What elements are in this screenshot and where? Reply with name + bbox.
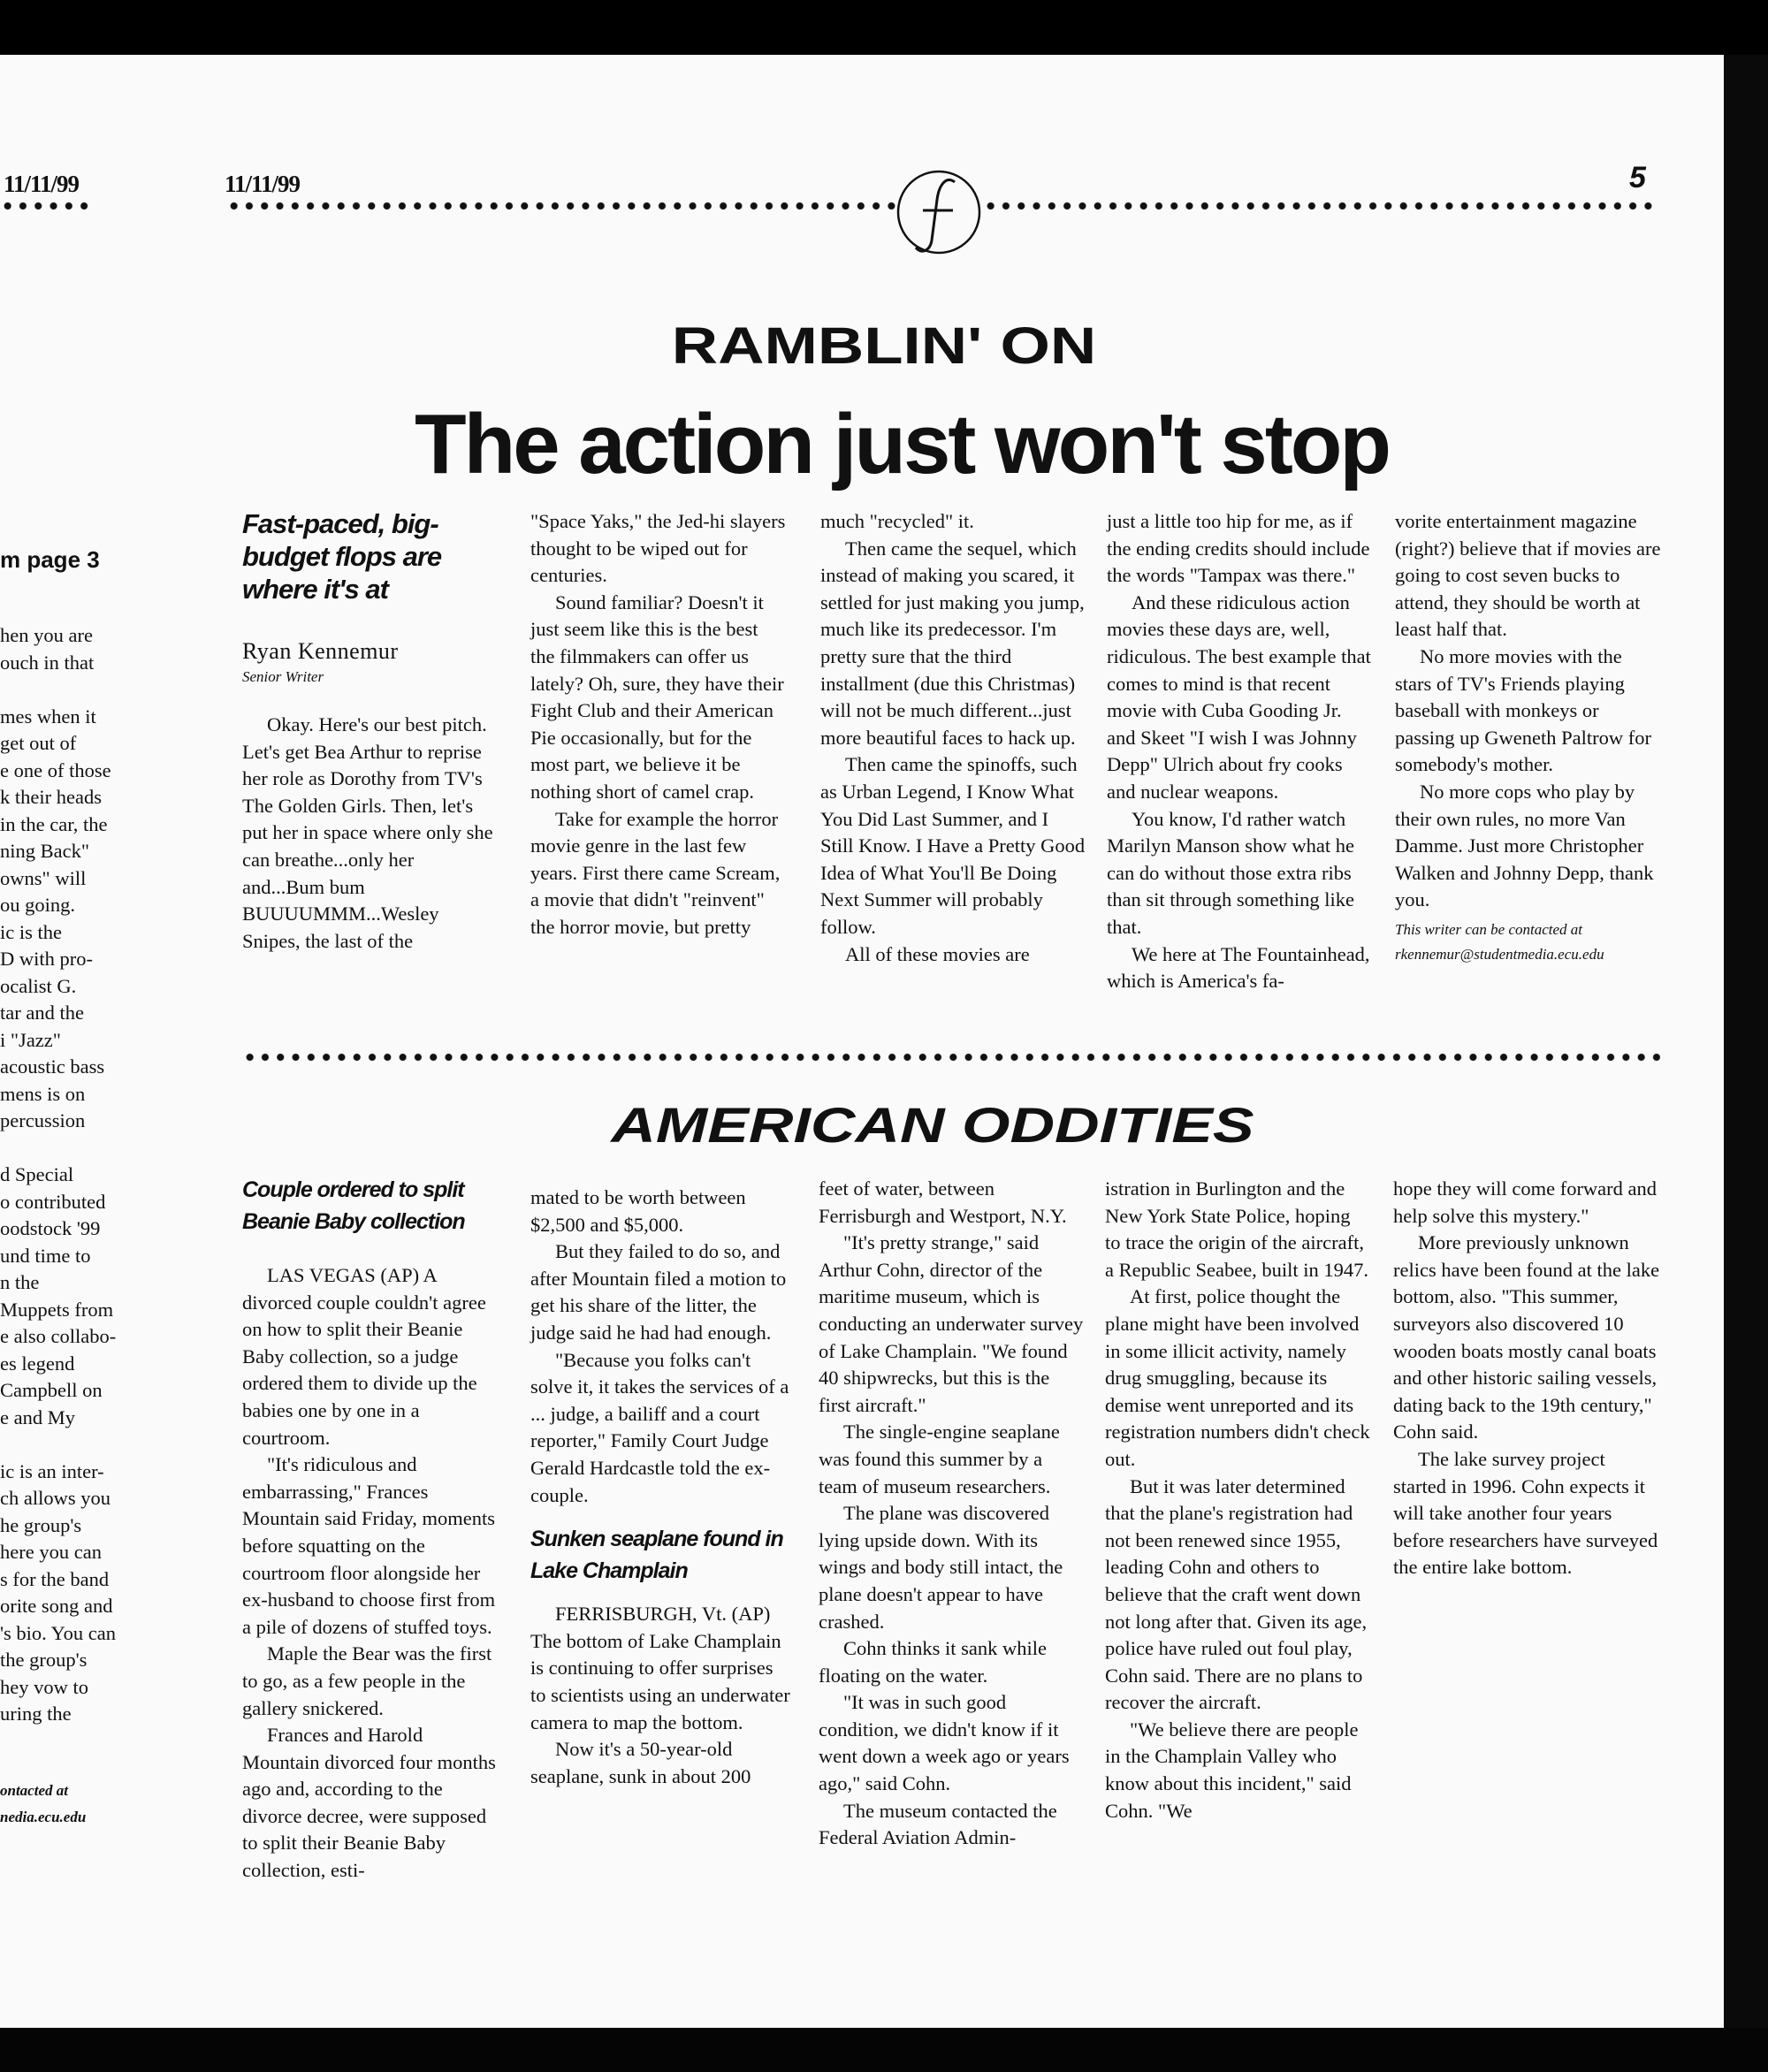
left-page-date: 11/11/99 <box>4 171 80 197</box>
paragraph: mated to be worth between $2,500 and $5,000. <box>530 1186 746 1236</box>
paragraph: Take for example the horror movie genre in the last few years. First there came Scream, a movie that didn't "reinvent" the horror movie, but pretty <box>530 807 781 938</box>
left-page-line: oodstock '99 <box>0 1217 101 1239</box>
paragraph: "It was in such good condition, we didn't know if it went down a week ago or years ago," said Cohn. <box>819 1691 1070 1795</box>
paragraph: "We believe there are people in the Champlain Valley who know about this incident," said Cohn. "We <box>1105 1718 1359 1822</box>
left-page-line: o contributed <box>0 1190 106 1213</box>
paragraph: The plane was discovered lying upside down. With its wings and body still intact, the plane doesn't appear to have crashed. <box>819 1502 1063 1633</box>
paragraph: "Because you folks can't solve it, it takes the services of a ... judge, a bailiff and a court reporter," Family Court Judge Gerald Hardcastle told the ex-couple. <box>530 1348 789 1506</box>
oddities-column-4 <box>1105 1176 1370 1824</box>
ramblin-column-3 <box>820 508 1086 968</box>
left-page-line: in the car, the <box>0 812 108 835</box>
header-dot-rule-right <box>983 202 1657 210</box>
author-contact-2: rkennemur@studentmedia.ecu.edu <box>1395 945 1604 963</box>
left-page-line: d Special <box>0 1163 74 1185</box>
page-number: 5 <box>1629 161 1646 194</box>
left-page-line: mens is on <box>0 1082 86 1105</box>
left-credit-line-2: nedia.ecu.edu <box>0 1809 87 1825</box>
paragraph: just a little too hip for me, as if the ending credits should include the words "Tampax was there." <box>1107 510 1370 587</box>
left-page-line: ic is the <box>0 920 62 943</box>
page-date: 11/11/99 <box>225 171 301 197</box>
left-page-line: i "Jazz" <box>0 1028 61 1051</box>
left-page-line: he group's <box>0 1513 82 1536</box>
paragraph: vorite entertainment magazine (right?) believe that if movies are going to cost seven bucks to attend, they should be worth at least half that. <box>1395 510 1661 641</box>
section-divider-dot-rule <box>242 1053 1660 1062</box>
left-page-line <box>0 1135 116 1162</box>
left-page-line: owns" will <box>0 866 87 889</box>
left-page-line: 's bio. You can <box>0 1621 116 1644</box>
left-page-line: hey vow to <box>0 1675 88 1698</box>
paragraph: More previously unknown relics have been found at the lake bottom, also. "This summer, surveyors also discovered 10 wooden boats mostly canal boats and other historic sailing vessels, dating back to the 19th century," Cohn said. <box>1393 1231 1660 1444</box>
left-dot-rule <box>0 202 88 210</box>
paragraph: Then came the spinoffs, such as Urban Legend, I Know What You Did Last Summer, and I Still Know. I Have a Pretty Good Idea of What You'll Be Doing Next Summer will probably follow. <box>820 753 1086 938</box>
left-page-line: mes when it <box>0 705 96 727</box>
left-page-line: Campbell on <box>0 1379 103 1401</box>
left-page-line: ch allows you <box>0 1487 110 1509</box>
left-page-line: D with pro- <box>0 948 93 970</box>
left-page-line <box>0 1431 116 1459</box>
paragraph: All of these movies are <box>845 942 1030 965</box>
paragraph: But it was later determined that the plane's registration had not been renewed since 1955, leading Cohn and others to believe that the craft went down not long after that. Given its age, police have ruled out foul play, Cohn said. There are no plans to recover the aircraft. <box>1105 1474 1368 1714</box>
paragraph: No more cops who play by their own rules, no more Van Damme. Just more Christopher Walken and Johnny Depp, thank you. <box>1395 780 1654 911</box>
paragraph: much "recycled" it. <box>820 510 974 532</box>
ramblin-column-1 <box>242 712 493 955</box>
paragraph: The single-engine seaplane was found this summer by a team of museum researchers. <box>819 1421 1060 1497</box>
left-page-line: percussion <box>0 1109 86 1131</box>
left-page-line: ou going. <box>0 894 76 916</box>
paragraph: Okay. Here's our best pitch. Let's get Bea Arthur to reprise her role as Dorothy from TV's The Golden Girls. Then, let's put her in space where only she can breathe...only her and...Bum bum BUUUUMMM...Wesley Snipes, the last of the <box>242 713 493 952</box>
left-page-line: here you can <box>0 1541 102 1563</box>
left-page-line: und time to <box>0 1244 91 1267</box>
paragraph: And these ridiculous action movies these days are, well, ridiculous. The best example that comes to mind is that recent movie with Cuba Gooding Jr. and Skeet "I wish I was Johnny Depp" Ulrich about fry cooks and nuclear weapons. <box>1107 590 1371 803</box>
paragraph: The museum contacted the Federal Aviation Admin- <box>819 1799 1057 1849</box>
header-dot-rule-left <box>226 202 896 210</box>
paragraph: Frances and Harold Mountain divorced four months ago and, according to the divorce decree, were supposed to split their Beanie Baby collection, esti- <box>242 1724 496 1882</box>
section-title-oddities: AMERICAN ODDITIES <box>611 1097 1254 1153</box>
left-page-line: n the <box>0 1271 40 1293</box>
paragraph: Now it's a 50-year-old seaplane, sunk in about 200 <box>530 1738 751 1787</box>
paragraph: feet of water, between Ferrisburgh and Westport, N.Y. <box>819 1177 1067 1227</box>
ramblin-column-2 <box>530 508 787 941</box>
left-page-line: Muppets from <box>0 1298 114 1321</box>
left-page-line <box>0 676 116 704</box>
story2-headline: Sunken seaplane found in Lake Champlain <box>530 1527 783 1584</box>
oddities-column-1 <box>242 1262 504 1885</box>
paragraph: "It's pretty strange," said Arthur Cohn, director of the maritime museum, which is conducting an underwater survey of Lake Champlain. "We found 40 shipwrecks, but this is the first aircraft." <box>819 1231 1084 1416</box>
story-deck: Fast-paced, big-budget flops are where it's at <box>242 508 442 605</box>
left-page-line: acoustic bass <box>0 1055 105 1078</box>
paragraph: Sound familiar? Doesn't it just seem like this is the best the filmmakers can offer us lately? Oh, sure, they have their Fight Club and their American Pie occasionally, but for the most part, we believe it be nothing short of camel crap. <box>530 590 784 803</box>
paragraph: We here at The Fountainhead, which is America's fa- <box>1107 942 1370 993</box>
paragraph: At first, police thought the plane might have been involved in some illicit activity, namely drug smuggling, because its demise went unreported and its registration numbers didn't check out. <box>1105 1285 1370 1470</box>
left-page-line: tar and the <box>0 1002 84 1024</box>
left-page-line: uring the <box>0 1703 72 1725</box>
left-page-line: hen you are <box>0 624 93 646</box>
left-page-line: e and My <box>0 1405 75 1428</box>
paragraph: hope they will come forward and help solve this mystery." <box>1393 1177 1658 1227</box>
author-contact-1: This writer can be contacted at <box>1395 920 1583 938</box>
byline: Ryan Kennemur <box>242 638 399 664</box>
left-page-column <box>0 622 116 1728</box>
continued-label: m page 3 <box>0 546 100 573</box>
left-page-line: get out of <box>0 732 77 754</box>
paragraph: LAS VEGAS (AP) A divorced couple couldn't agree on how to split their Beanie Baby collection, so a judge ordered them to divide up the babies one by one in a courtroom. <box>242 1264 486 1449</box>
left-page-line: the group's <box>0 1649 88 1671</box>
paragraph: "Space Yaks," the Jed-hi slayers thought to be wiped out for centuries. <box>530 510 786 587</box>
paragraph: Maple the Bear was the first to go, as a few people in the gallery snickered. <box>242 1642 492 1719</box>
left-page-line: ic is an inter- <box>0 1459 104 1482</box>
oddities-column-3 <box>819 1176 1084 1852</box>
oddities-column-2 <box>530 1185 792 1790</box>
left-page-line: orite song and <box>0 1595 113 1617</box>
left-page-line: e also collabo- <box>0 1325 117 1347</box>
headline: The action just won't stop <box>414 397 1390 491</box>
left-page-line: es legend <box>0 1352 75 1375</box>
paragraph: istration in Burlington and the New York State Police, hoping to trace the origin of the aircraft, a Republic Seabee, built in 1947. <box>1105 1177 1369 1281</box>
paragraph: The lake survey project started in 1996. Cohn expects it will take another four years before researchers have surveyed the entire lake bottom. <box>1393 1447 1658 1579</box>
ramblin-column-4 <box>1107 508 1374 995</box>
left-page-line: s for the band <box>0 1567 110 1590</box>
scan-border-bottom <box>0 2028 1768 2072</box>
left-page-line: ouch in that <box>0 651 95 674</box>
ramblin-column-5 <box>1395 508 1662 967</box>
section-title-ramblin: RAMBLIN' ON <box>671 317 1097 375</box>
paragraph: Cohn thinks it sank while floating on the water. <box>819 1637 1047 1687</box>
scan-border <box>1724 55 1768 2028</box>
paragraph: "It's ridiculous and embarrassing," Frances Mountain said Friday, moments before squatting on the courtroom floor alongside her ex-husband to choose first from a pile of dozens of stuffed toys. <box>242 1453 496 1638</box>
left-page-line: ning Back" <box>0 840 90 862</box>
paragraph: FERRISBURGH, Vt. (AP) The bottom of Lake Champlain is continuing to offer surprises to scientists using an underwater camera to map the bottom. <box>530 1603 790 1733</box>
oddities-column-5 <box>1393 1176 1662 1581</box>
paragraph: Then came the sequel, which instead of making you scared, it settled for just making you jump, much like its predecessor. I'm pretty sure that the third installment (due this Christmas) will not be much different...just more beautiful faces to hack up. <box>820 537 1085 749</box>
byline-title: Senior Writer <box>242 668 324 685</box>
paragraph: You know, I'd rather watch Marilyn Manson show what he can do without those extra ribs than sit through something like that. <box>1107 807 1354 938</box>
left-page-line: e one of those <box>0 758 111 781</box>
left-page-line: ocalist G. <box>0 974 77 997</box>
left-credit-line-1: ontacted at <box>0 1782 68 1799</box>
paragraph: No more movies with the stars of TV's Friends playing baseball with monkeys or passing up Gweneth Paltrow for somebody's mother. <box>1395 644 1651 776</box>
fountainhead-f-logo-icon <box>893 166 985 258</box>
story1-headline: Couple ordered to split Beanie Baby collection <box>242 1177 465 1234</box>
left-page-line: k their heads <box>0 786 102 808</box>
paragraph: But they failed to do so, and after Mountain filed a motion to get his share of the litter, the judge said he had had enough. <box>530 1240 787 1344</box>
